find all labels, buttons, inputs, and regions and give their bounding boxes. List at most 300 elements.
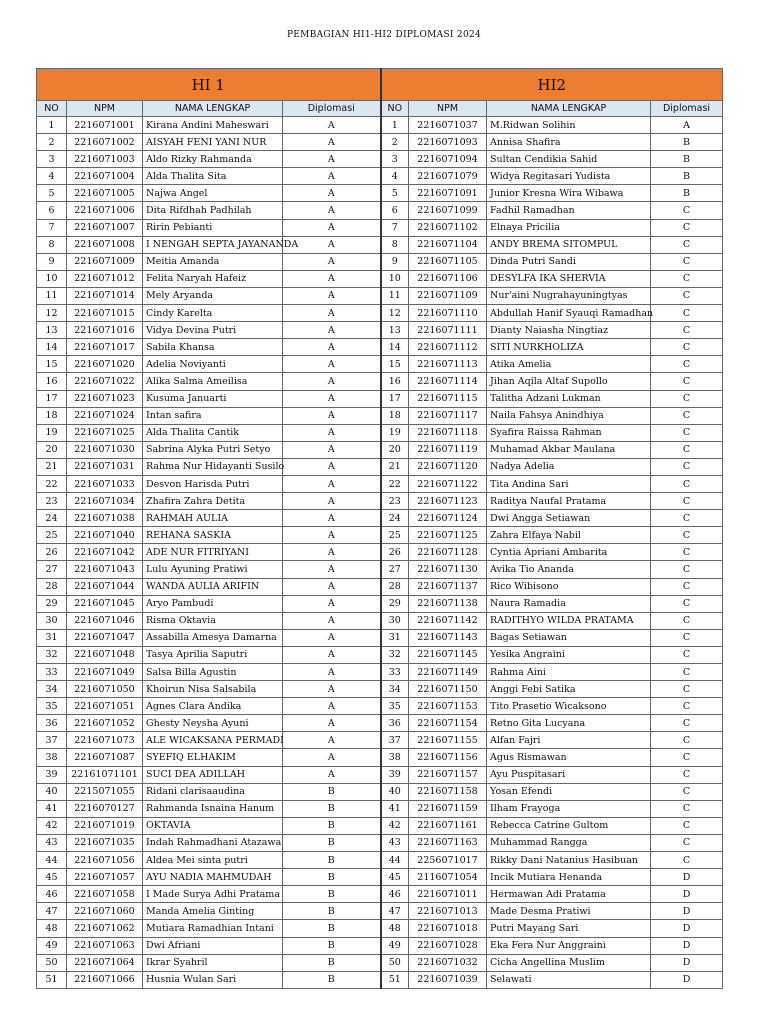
npm-cell: 2216071014 (67, 287, 143, 304)
npm-cell: 2216071060 (67, 903, 143, 920)
row-number: 35 (381, 698, 409, 715)
row-number: 13 (37, 322, 67, 339)
row-number: 18 (381, 407, 409, 424)
name-cell: Ikrar Syahril (143, 954, 283, 971)
row-number: 10 (381, 270, 409, 287)
name-cell: Najwa Angel (143, 185, 283, 202)
table-row (37, 578, 723, 595)
name-cell: I NENGAH SEPTA JAYANANDA (143, 236, 283, 253)
diplomasi-cell: C (651, 475, 723, 492)
name-cell: Cicha Angellina Muslim (487, 954, 651, 971)
diplomasi-cell: A (283, 168, 381, 185)
col-header-npm: NPM (409, 101, 487, 117)
diplomasi-cell: A (283, 356, 381, 373)
name-cell: Tasya Aprilia Saputri (143, 646, 283, 663)
diplomasi-cell: A (283, 527, 381, 544)
row-number: 34 (37, 681, 67, 698)
npm-cell: 2216071153 (409, 698, 487, 715)
name-cell: Cyntia Apriani Ambarita (487, 544, 651, 561)
diplomasi-cell: A (283, 151, 381, 168)
table-row (37, 544, 723, 561)
name-cell: Naura Ramadia (487, 595, 651, 612)
diplomasi-cell: C (651, 527, 723, 544)
diplomasi-cell: C (651, 698, 723, 715)
npm-cell: 2216071032 (409, 954, 487, 971)
diplomasi-cell: C (651, 270, 723, 287)
table-row (37, 441, 723, 458)
diplomasi-cell: B (283, 783, 381, 800)
diplomasi-cell: A (283, 510, 381, 527)
diplomasi-cell: B (283, 971, 381, 988)
npm-cell: 2216071043 (67, 561, 143, 578)
name-cell: Raditya Naufal Pratama (487, 493, 651, 510)
npm-cell: 2216071157 (409, 766, 487, 783)
row-number: 31 (381, 629, 409, 646)
npm-cell: 2216071124 (409, 510, 487, 527)
row-number: 44 (37, 852, 67, 869)
diplomasi-cell: B (283, 869, 381, 886)
row-number: 6 (37, 202, 67, 219)
npm-cell: 2216071039 (409, 971, 487, 988)
roster-table (36, 68, 723, 989)
npm-cell: 2216071011 (409, 886, 487, 903)
name-cell: Rikky Dani Natanius Hasibuan (487, 852, 651, 869)
diplomasi-cell: C (651, 852, 723, 869)
row-number: 1 (37, 117, 67, 134)
col-header-diplomasi: Diplomasi (651, 101, 723, 117)
name-cell: SITI NURKHOLIZA (487, 339, 651, 356)
name-cell: I Made Surya Adhi Pratama (143, 886, 283, 903)
table-row (37, 510, 723, 527)
npm-cell: 2216071105 (409, 253, 487, 270)
name-cell: Salsa Billa Agustin (143, 664, 283, 681)
row-number: 2 (37, 134, 67, 151)
diplomasi-cell: D (651, 954, 723, 971)
name-cell: Dianty Naiasha Ningtiaz (487, 322, 651, 339)
diplomasi-cell: C (651, 612, 723, 629)
row-number: 22 (381, 475, 409, 492)
npm-cell: 2216071008 (67, 236, 143, 253)
group-header-row (37, 69, 723, 101)
row-number: 27 (381, 561, 409, 578)
col-header-no: NO (381, 101, 409, 117)
diplomasi-cell: A (283, 749, 381, 766)
row-number: 13 (381, 322, 409, 339)
name-cell: Mutiara Ramadhian Intani (143, 920, 283, 937)
npm-cell: 2216071035 (67, 834, 143, 851)
diplomasi-cell: A (283, 219, 381, 236)
row-number: 32 (37, 646, 67, 663)
name-cell: RADITHYO WILDA PRATAMA (487, 612, 651, 629)
npm-cell: 2216071051 (67, 698, 143, 715)
table-row (37, 339, 723, 356)
group-header-hi1: HI 1 (37, 69, 381, 101)
diplomasi-cell: C (651, 287, 723, 304)
npm-cell: 2216071007 (67, 219, 143, 236)
name-cell: Anggi Febi Satika (487, 681, 651, 698)
npm-cell: 2216071158 (409, 783, 487, 800)
npm-cell: 2216071110 (409, 305, 487, 322)
npm-cell: 2216071115 (409, 390, 487, 407)
diplomasi-cell: A (283, 578, 381, 595)
name-cell: Husnia Wulan Sari (143, 971, 283, 988)
name-cell: Sabrina Alyka Putri Setyo (143, 441, 283, 458)
name-cell: Agus Rismawan (487, 749, 651, 766)
row-number: 30 (37, 612, 67, 629)
name-cell: Muhammad Rangga (487, 834, 651, 851)
row-number: 43 (37, 834, 67, 851)
table-row (37, 527, 723, 544)
row-number: 27 (37, 561, 67, 578)
diplomasi-cell: A (283, 681, 381, 698)
row-number: 37 (381, 732, 409, 749)
name-cell: Assabilla Amesya Damarna (143, 629, 283, 646)
row-number: 3 (37, 151, 67, 168)
row-number: 39 (381, 766, 409, 783)
diplomasi-cell: C (651, 458, 723, 475)
row-number: 26 (37, 544, 67, 561)
diplomasi-cell: B (283, 903, 381, 920)
row-number: 15 (37, 356, 67, 373)
row-number: 49 (381, 937, 409, 954)
diplomasi-cell: C (651, 305, 723, 322)
table-row (37, 903, 723, 920)
name-cell: Selawati (487, 971, 651, 988)
row-number: 50 (37, 954, 67, 971)
table-row (37, 287, 723, 304)
diplomasi-cell: C (651, 339, 723, 356)
row-number: 46 (37, 886, 67, 903)
npm-cell: 2216071119 (409, 441, 487, 458)
name-cell: ANDY BREMA SITOMPUL (487, 236, 651, 253)
name-cell: Kirana Andini Maheswari (143, 117, 283, 134)
diplomasi-cell: B (651, 151, 723, 168)
diplomasi-cell: A (283, 339, 381, 356)
name-cell: SYEFIQ ELHAKIM (143, 749, 283, 766)
npm-cell: 2216071042 (67, 544, 143, 561)
npm-cell: 2216071159 (409, 800, 487, 817)
diplomasi-cell: C (651, 646, 723, 663)
diplomasi-cell: B (283, 954, 381, 971)
name-cell: Rahmanda Isnaina Hanum (143, 800, 283, 817)
name-cell: Dita Rifdhah Padhilah (143, 202, 283, 219)
npm-cell: 2216071112 (409, 339, 487, 356)
diplomasi-cell: C (651, 749, 723, 766)
table-row (37, 595, 723, 612)
row-number: 28 (381, 578, 409, 595)
row-number: 16 (37, 373, 67, 390)
row-number: 41 (381, 800, 409, 817)
name-cell: RAHMAH AULIA (143, 510, 283, 527)
diplomasi-cell: C (651, 578, 723, 595)
npm-cell: 2216071031 (67, 458, 143, 475)
group-header-hi2: HI2 (381, 69, 723, 101)
diplomasi-cell: B (283, 937, 381, 954)
diplomasi-cell: C (651, 664, 723, 681)
npm-cell: 2216071063 (67, 937, 143, 954)
row-number: 20 (37, 441, 67, 458)
row-number: 25 (37, 527, 67, 544)
npm-cell: 2216071073 (67, 732, 143, 749)
npm-cell: 2216071142 (409, 612, 487, 629)
row-number: 19 (37, 424, 67, 441)
diplomasi-cell: B (651, 134, 723, 151)
name-cell: Risma Oktavia (143, 612, 283, 629)
npm-cell: 2216071033 (67, 475, 143, 492)
row-number: 40 (37, 783, 67, 800)
diplomasi-cell: A (283, 287, 381, 304)
row-number: 1 (381, 117, 409, 134)
diplomasi-cell: A (283, 322, 381, 339)
name-cell: Made Desma Pratiwi (487, 903, 651, 920)
row-number: 33 (381, 664, 409, 681)
row-number: 48 (381, 920, 409, 937)
diplomasi-cell: A (283, 424, 381, 441)
npm-cell: 2216071001 (67, 117, 143, 134)
name-cell: Zhafira Zahra Detita (143, 493, 283, 510)
diplomasi-cell: A (283, 305, 381, 322)
diplomasi-cell: A (283, 202, 381, 219)
name-cell: Ridani clarisaaudina (143, 783, 283, 800)
diplomasi-cell: A (651, 117, 723, 134)
column-header-row (37, 101, 723, 117)
diplomasi-cell: A (283, 493, 381, 510)
diplomasi-cell: A (283, 595, 381, 612)
npm-cell: 2216071012 (67, 270, 143, 287)
row-number: 25 (381, 527, 409, 544)
diplomasi-cell: C (651, 715, 723, 732)
row-number: 19 (381, 424, 409, 441)
diplomasi-cell: D (651, 937, 723, 954)
row-number: 23 (381, 493, 409, 510)
row-number: 24 (381, 510, 409, 527)
col-header-npm: NPM (67, 101, 143, 117)
row-number: 36 (381, 715, 409, 732)
name-cell: Dinda Putri Sandi (487, 253, 651, 270)
table-row (37, 390, 723, 407)
table-row (37, 817, 723, 834)
diplomasi-cell: C (651, 390, 723, 407)
row-number: 39 (37, 766, 67, 783)
table-row (37, 664, 723, 681)
diplomasi-cell: C (651, 510, 723, 527)
row-number: 4 (381, 168, 409, 185)
name-cell: SUCI DEA ADILLAH (143, 766, 283, 783)
row-number: 32 (381, 646, 409, 663)
roster-body (37, 117, 723, 989)
row-number: 8 (381, 236, 409, 253)
npm-cell: 2216071064 (67, 954, 143, 971)
name-cell: Junior Kresna Wira Wibawa (487, 185, 651, 202)
name-cell: Jihan Aqila Altaf Supollo (487, 373, 651, 390)
diplomasi-cell: A (283, 629, 381, 646)
name-cell: Intan safira (143, 407, 283, 424)
npm-cell: 2216071106 (409, 270, 487, 287)
name-cell: Incik Mutiara Henanda (487, 869, 651, 886)
name-cell: Aryo Pambudi (143, 595, 283, 612)
row-number: 36 (37, 715, 67, 732)
name-cell: Atika Amelia (487, 356, 651, 373)
name-cell: Cindy Karelta (143, 305, 283, 322)
name-cell: Ghesty Neysha Ayuni (143, 715, 283, 732)
row-number: 41 (37, 800, 67, 817)
npm-cell: 2116071054 (409, 869, 487, 886)
diplomasi-cell: B (651, 168, 723, 185)
name-cell: Dwi Angga Setiawan (487, 510, 651, 527)
npm-cell: 2216071025 (67, 424, 143, 441)
diplomasi-cell: C (651, 681, 723, 698)
row-number: 7 (37, 219, 67, 236)
npm-cell: 2216071161 (409, 817, 487, 834)
row-number: 9 (381, 253, 409, 270)
npm-cell: 2216071094 (409, 151, 487, 168)
table-row (37, 681, 723, 698)
diplomasi-cell: A (283, 612, 381, 629)
row-number: 47 (37, 903, 67, 920)
name-cell: Vidya Devina Putri (143, 322, 283, 339)
name-cell: Lulu Ayuning Pratiwi (143, 561, 283, 578)
table-row (37, 749, 723, 766)
name-cell: Tita Andina Sari (487, 475, 651, 492)
row-number: 17 (381, 390, 409, 407)
npm-cell: 2216071019 (67, 817, 143, 834)
row-number: 42 (381, 817, 409, 834)
diplomasi-cell: A (283, 253, 381, 270)
diplomasi-cell: B (651, 185, 723, 202)
npm-cell: 2216071004 (67, 168, 143, 185)
table-row (37, 834, 723, 851)
npm-cell: 2216071149 (409, 664, 487, 681)
row-number: 5 (37, 185, 67, 202)
name-cell: Tito Prasetio Wicaksono (487, 698, 651, 715)
npm-cell: 2216071048 (67, 646, 143, 663)
diplomasi-cell: C (651, 441, 723, 458)
diplomasi-cell: A (283, 117, 381, 134)
npm-cell: 2216071145 (409, 646, 487, 663)
row-number: 23 (37, 493, 67, 510)
row-number: 22 (37, 475, 67, 492)
row-number: 45 (37, 869, 67, 886)
row-number: 44 (381, 852, 409, 869)
diplomasi-cell: A (283, 715, 381, 732)
name-cell: Agnes Clara Andika (143, 698, 283, 715)
npm-cell: 2216071150 (409, 681, 487, 698)
npm-cell: 2216071057 (67, 869, 143, 886)
npm-cell: 2216071113 (409, 356, 487, 373)
name-cell: Widya Regitasari Yudista (487, 168, 651, 185)
diplomasi-cell: A (283, 766, 381, 783)
diplomasi-cell: C (651, 202, 723, 219)
npm-cell: 2216071052 (67, 715, 143, 732)
name-cell: M.Ridwan Solihin (487, 117, 651, 134)
diplomasi-cell: C (651, 629, 723, 646)
npm-cell: 2216071087 (67, 749, 143, 766)
row-number: 45 (381, 869, 409, 886)
diplomasi-cell: B (283, 800, 381, 817)
row-number: 31 (37, 629, 67, 646)
row-number: 51 (37, 971, 67, 988)
row-number: 21 (37, 458, 67, 475)
npm-cell: 2216071118 (409, 424, 487, 441)
diplomasi-cell: A (283, 236, 381, 253)
npm-cell: 2216071138 (409, 595, 487, 612)
table-row (37, 236, 723, 253)
name-cell: Bagas Setiawan (487, 629, 651, 646)
diplomasi-cell: C (651, 595, 723, 612)
diplomasi-cell: D (651, 903, 723, 920)
name-cell: REHANA SASKIA (143, 527, 283, 544)
npm-cell: 2216071047 (67, 629, 143, 646)
name-cell: Annisa Shafira (487, 134, 651, 151)
diplomasi-cell: A (283, 732, 381, 749)
table-row (37, 886, 723, 903)
table-row (37, 424, 723, 441)
npm-cell: 2216071006 (67, 202, 143, 219)
table-row (37, 612, 723, 629)
name-cell: ADE NUR FITRIYANI (143, 544, 283, 561)
npm-cell: 2216071005 (67, 185, 143, 202)
row-number: 24 (37, 510, 67, 527)
table-row (37, 800, 723, 817)
row-number: 14 (381, 339, 409, 356)
diplomasi-cell: A (283, 185, 381, 202)
row-number: 2 (381, 134, 409, 151)
table-row (37, 783, 723, 800)
diplomasi-cell: B (283, 834, 381, 851)
npm-cell: 2216071093 (409, 134, 487, 151)
diplomasi-cell: D (651, 869, 723, 886)
diplomasi-cell: D (651, 886, 723, 903)
table-row (37, 219, 723, 236)
npm-cell: 2216071009 (67, 253, 143, 270)
table-row (37, 766, 723, 783)
table-row (37, 493, 723, 510)
row-number: 11 (37, 287, 67, 304)
npm-cell: 2216071104 (409, 236, 487, 253)
diplomasi-cell: C (651, 817, 723, 834)
npm-cell: 2216071114 (409, 373, 487, 390)
row-number: 51 (381, 971, 409, 988)
name-cell: Dwi Afriani (143, 937, 283, 954)
diplomasi-cell: A (283, 441, 381, 458)
name-cell: Naila Fahsya Anindhiya (487, 407, 651, 424)
npm-cell: 2216071038 (67, 510, 143, 527)
name-cell: Nadya Adelia (487, 458, 651, 475)
npm-cell: 2216071128 (409, 544, 487, 561)
npm-cell: 2216071130 (409, 561, 487, 578)
row-number: 34 (381, 681, 409, 698)
npm-cell: 2216071143 (409, 629, 487, 646)
name-cell: Yesika Angraini (487, 646, 651, 663)
row-number: 29 (37, 595, 67, 612)
table-row (37, 253, 723, 270)
row-number: 35 (37, 698, 67, 715)
diplomasi-cell: A (283, 646, 381, 663)
row-number: 11 (381, 287, 409, 304)
row-number: 49 (37, 937, 67, 954)
diplomasi-cell: C (651, 407, 723, 424)
name-cell: Meitia Amanda (143, 253, 283, 270)
npm-cell: 2256071017 (409, 852, 487, 869)
npm-cell: 2216071049 (67, 664, 143, 681)
npm-cell: 2216071016 (67, 322, 143, 339)
name-cell: Alfan Fajri (487, 732, 651, 749)
npm-cell: 2216071003 (67, 151, 143, 168)
name-cell: ALE WICAKSANA PERMADI (143, 732, 283, 749)
diplomasi-cell: C (651, 493, 723, 510)
npm-cell: 2216071040 (67, 527, 143, 544)
row-number: 38 (381, 749, 409, 766)
